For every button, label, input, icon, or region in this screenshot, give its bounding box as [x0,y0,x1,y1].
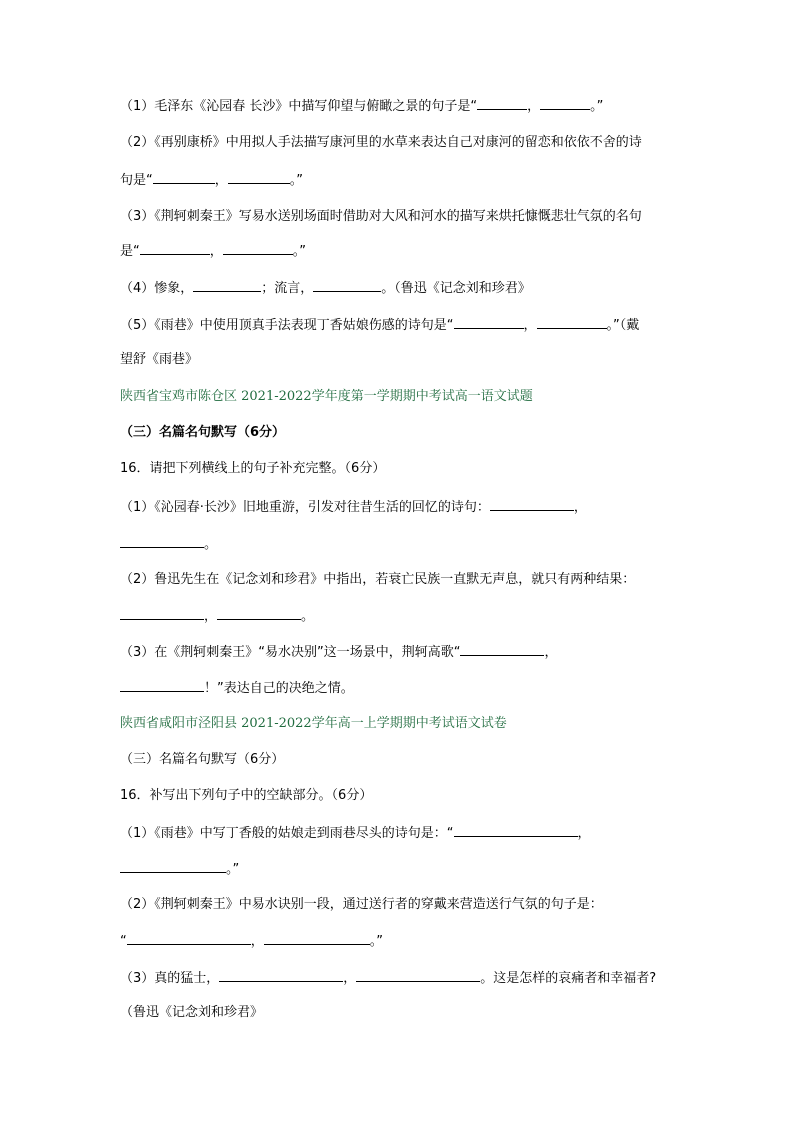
answer-blank[interactable] [120,535,204,548]
answer-blank[interactable] [537,316,607,329]
exam-source-heading-1: 陕西省宝鸡市陈仓区 2021-2022学年度第一学期期中考试高一语文试题 [120,389,533,404]
answer-blank[interactable] [264,932,370,945]
answer-blank[interactable] [153,171,215,184]
section-title-1: （三）名篇名句默写（6分） [120,425,286,440]
question-intro-2: 16．补写出下列句子中的空缺部分。（6分） [120,788,373,803]
question-3-3-line2: （鲁迅《记念刘和珍君》 [120,1005,264,1020]
answer-blank[interactable] [540,97,590,110]
answer-blank[interactable] [217,607,301,620]
answer-blank[interactable] [490,498,574,511]
answer-blank[interactable] [313,279,381,292]
answer-blank[interactable] [120,607,204,620]
question-1-2-line1: （2）《再别康桥》中用拟人手法描写康河里的水草来表达自己对康河的留恋和依依不舍的诗 [120,135,642,150]
question-1-3-line2: 是“ ， 。” [120,244,307,259]
question-3-2-line1: （2）《荆轲刺秦王》中易水诀别一段，通过送行者的穿戴来营造送行气氛的句子是： [120,897,603,912]
question-3-1-line2: 。” [120,860,239,879]
question-1-1: （1）毛泽东《沁园春 长沙》中描写仰望与俯瞰之景的句子是“ ， 。” [120,99,604,114]
answer-blank[interactable] [228,171,290,184]
answer-blank[interactable] [120,860,226,873]
answer-blank[interactable] [356,969,480,982]
answer-blank[interactable] [193,279,261,292]
answer-blank[interactable] [120,679,204,692]
section-title-2: （三）名篇名句默写（6分） [120,752,285,767]
question-2-3-line2: ！”表达自己的决绝之情。 [120,679,354,698]
question-3-3-line1: （3）真的猛士， ， 。这是怎样的哀痛者和幸福者? [120,971,657,986]
answer-blank[interactable] [223,242,293,255]
answer-blank[interactable] [454,316,524,329]
question-2-2-line1: （2）鲁迅先生在《记念刘和珍君》中指出，若衰亡民族一直默无声息，就只有两种结果： [120,572,636,587]
question-1-3-line1: （3）《荆轲刺秦王》写易水送别场面时借助对大风和河水的描写来烘托慷慨悲壮气氛的名句 [120,209,642,224]
exam-source-heading-2: 陕西省咸阳市泾阳县 2021-2022学年高一上学期期中考试语文试卷 [120,716,507,731]
question-2-2-line2: ， 。 [120,607,314,626]
question-2-1-line1: （1）《沁园春·长沙》旧地重游，引发对往昔生活的回忆的诗句： ， [120,500,587,515]
question-1-5-line1: （5）《雨巷》中使用顶真手法表现丁香姑娘伤感的诗句是“ ， 。”（戴 [120,318,640,333]
answer-blank[interactable] [140,242,210,255]
answer-blank[interactable] [477,97,527,110]
question-2-1-line2: 。 [120,535,217,554]
question-intro-1: 16．请把下列横线上的句子补充完整。（6分） [120,461,386,476]
question-1-4: （4）惨象， ；流言， 。（鲁迅《记念刘和珍君》 [120,281,531,296]
question-2-3-line1: （3）在《荆轲刺秦王》“易水决别”这一场景中，荆轲高歌“ ， [120,645,558,660]
answer-blank[interactable] [460,643,544,656]
answer-blank[interactable] [219,969,343,982]
answer-blank[interactable] [454,824,578,837]
question-1-2-line2: 句是“ ， 。” [120,173,304,188]
question-3-1-line1: （1）《雨巷》中写丁香般的姑娘走到雨巷尽头的诗句是：“ ， [120,826,591,841]
question-3-2-line2: “ ， 。” [120,934,384,949]
question-1-5-line2: 望舒《雨巷》 [120,352,199,367]
answer-blank[interactable] [127,932,251,945]
